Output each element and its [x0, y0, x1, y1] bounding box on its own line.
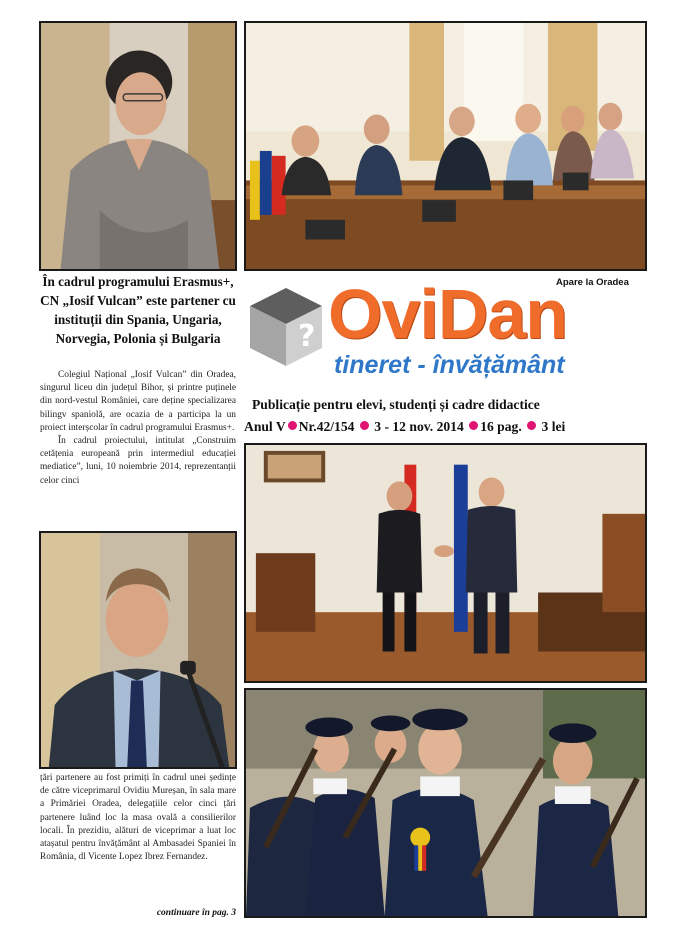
issue-price: 3 lei	[541, 419, 566, 434]
publication-description: Publicație pentru elevi, studenți și cadre didactice	[252, 397, 540, 412]
issue-year: Anul V	[244, 419, 286, 434]
continue-note: continuare în pag. 3	[156, 908, 236, 918]
article-headline: În cadrul programului Erasmus+, CN „Iosif Vulcan” este partener cu instituții din Spania, Ungaria, Norvegia, Polonia și Bulgaria	[40, 274, 236, 346]
issue-dates: 3 - 12 nov. 2014	[374, 419, 464, 434]
photo-woman-portrait	[39, 21, 237, 271]
photo-handshake	[244, 443, 647, 683]
bullet-dot	[360, 421, 369, 430]
article-paragraph: Colegiul Național „Iosif Vulcan” din Oradea, singurul liceu din județul Bihor, și printre puținele din nord-vestul României, care deține specializarea bilingv spaniolă, are ocazia de a participa la un proiect interșcolar în cadrul programului Erasmus+.	[40, 370, 236, 433]
bullet-dot	[527, 421, 536, 430]
article-paragraph: În cadrul proiectului, intitulat „Construim cetățenia europeană prin intermediul educației mediatice”, luni, 10 noiembrie 2014, reprezentanții celor cinci	[40, 436, 236, 486]
issue-pages: 16 pag.	[480, 419, 522, 434]
bullet-dot	[469, 421, 478, 430]
article-body-bottom	[40, 772, 236, 864]
photo-cadets	[244, 688, 647, 918]
photo-meeting-table	[244, 21, 647, 271]
issue-number: Nr.42/154	[298, 419, 355, 434]
masthead-title: OviDan	[328, 275, 568, 353]
cube-question-icon	[246, 284, 326, 370]
bullet-dot	[288, 421, 297, 430]
article-body-top	[40, 369, 236, 488]
city-note: Apare la Oradea	[556, 277, 629, 288]
masthead-subtitle: tineret - învățământ	[334, 351, 565, 379]
photo-speaker-microphone	[39, 531, 237, 769]
issue-info	[244, 419, 649, 435]
svg-text:?: ?	[298, 319, 316, 354]
article-paragraph: țări partenere au fost primiți în cadrul unei ședințe de către viceprimarul Ovidiu Mureșan, în sala mare a Primăriei Oradea, delegațiile celor cinci țări partenere luând loc la masa ovală a consilierilor locali. În prezidiu, alături de viceprimar a luat loc atașatul pentru învățământ al Ambasadei Spaniei în România, dl Vicente Lopez Ibrez Fernandez.	[40, 773, 236, 863]
